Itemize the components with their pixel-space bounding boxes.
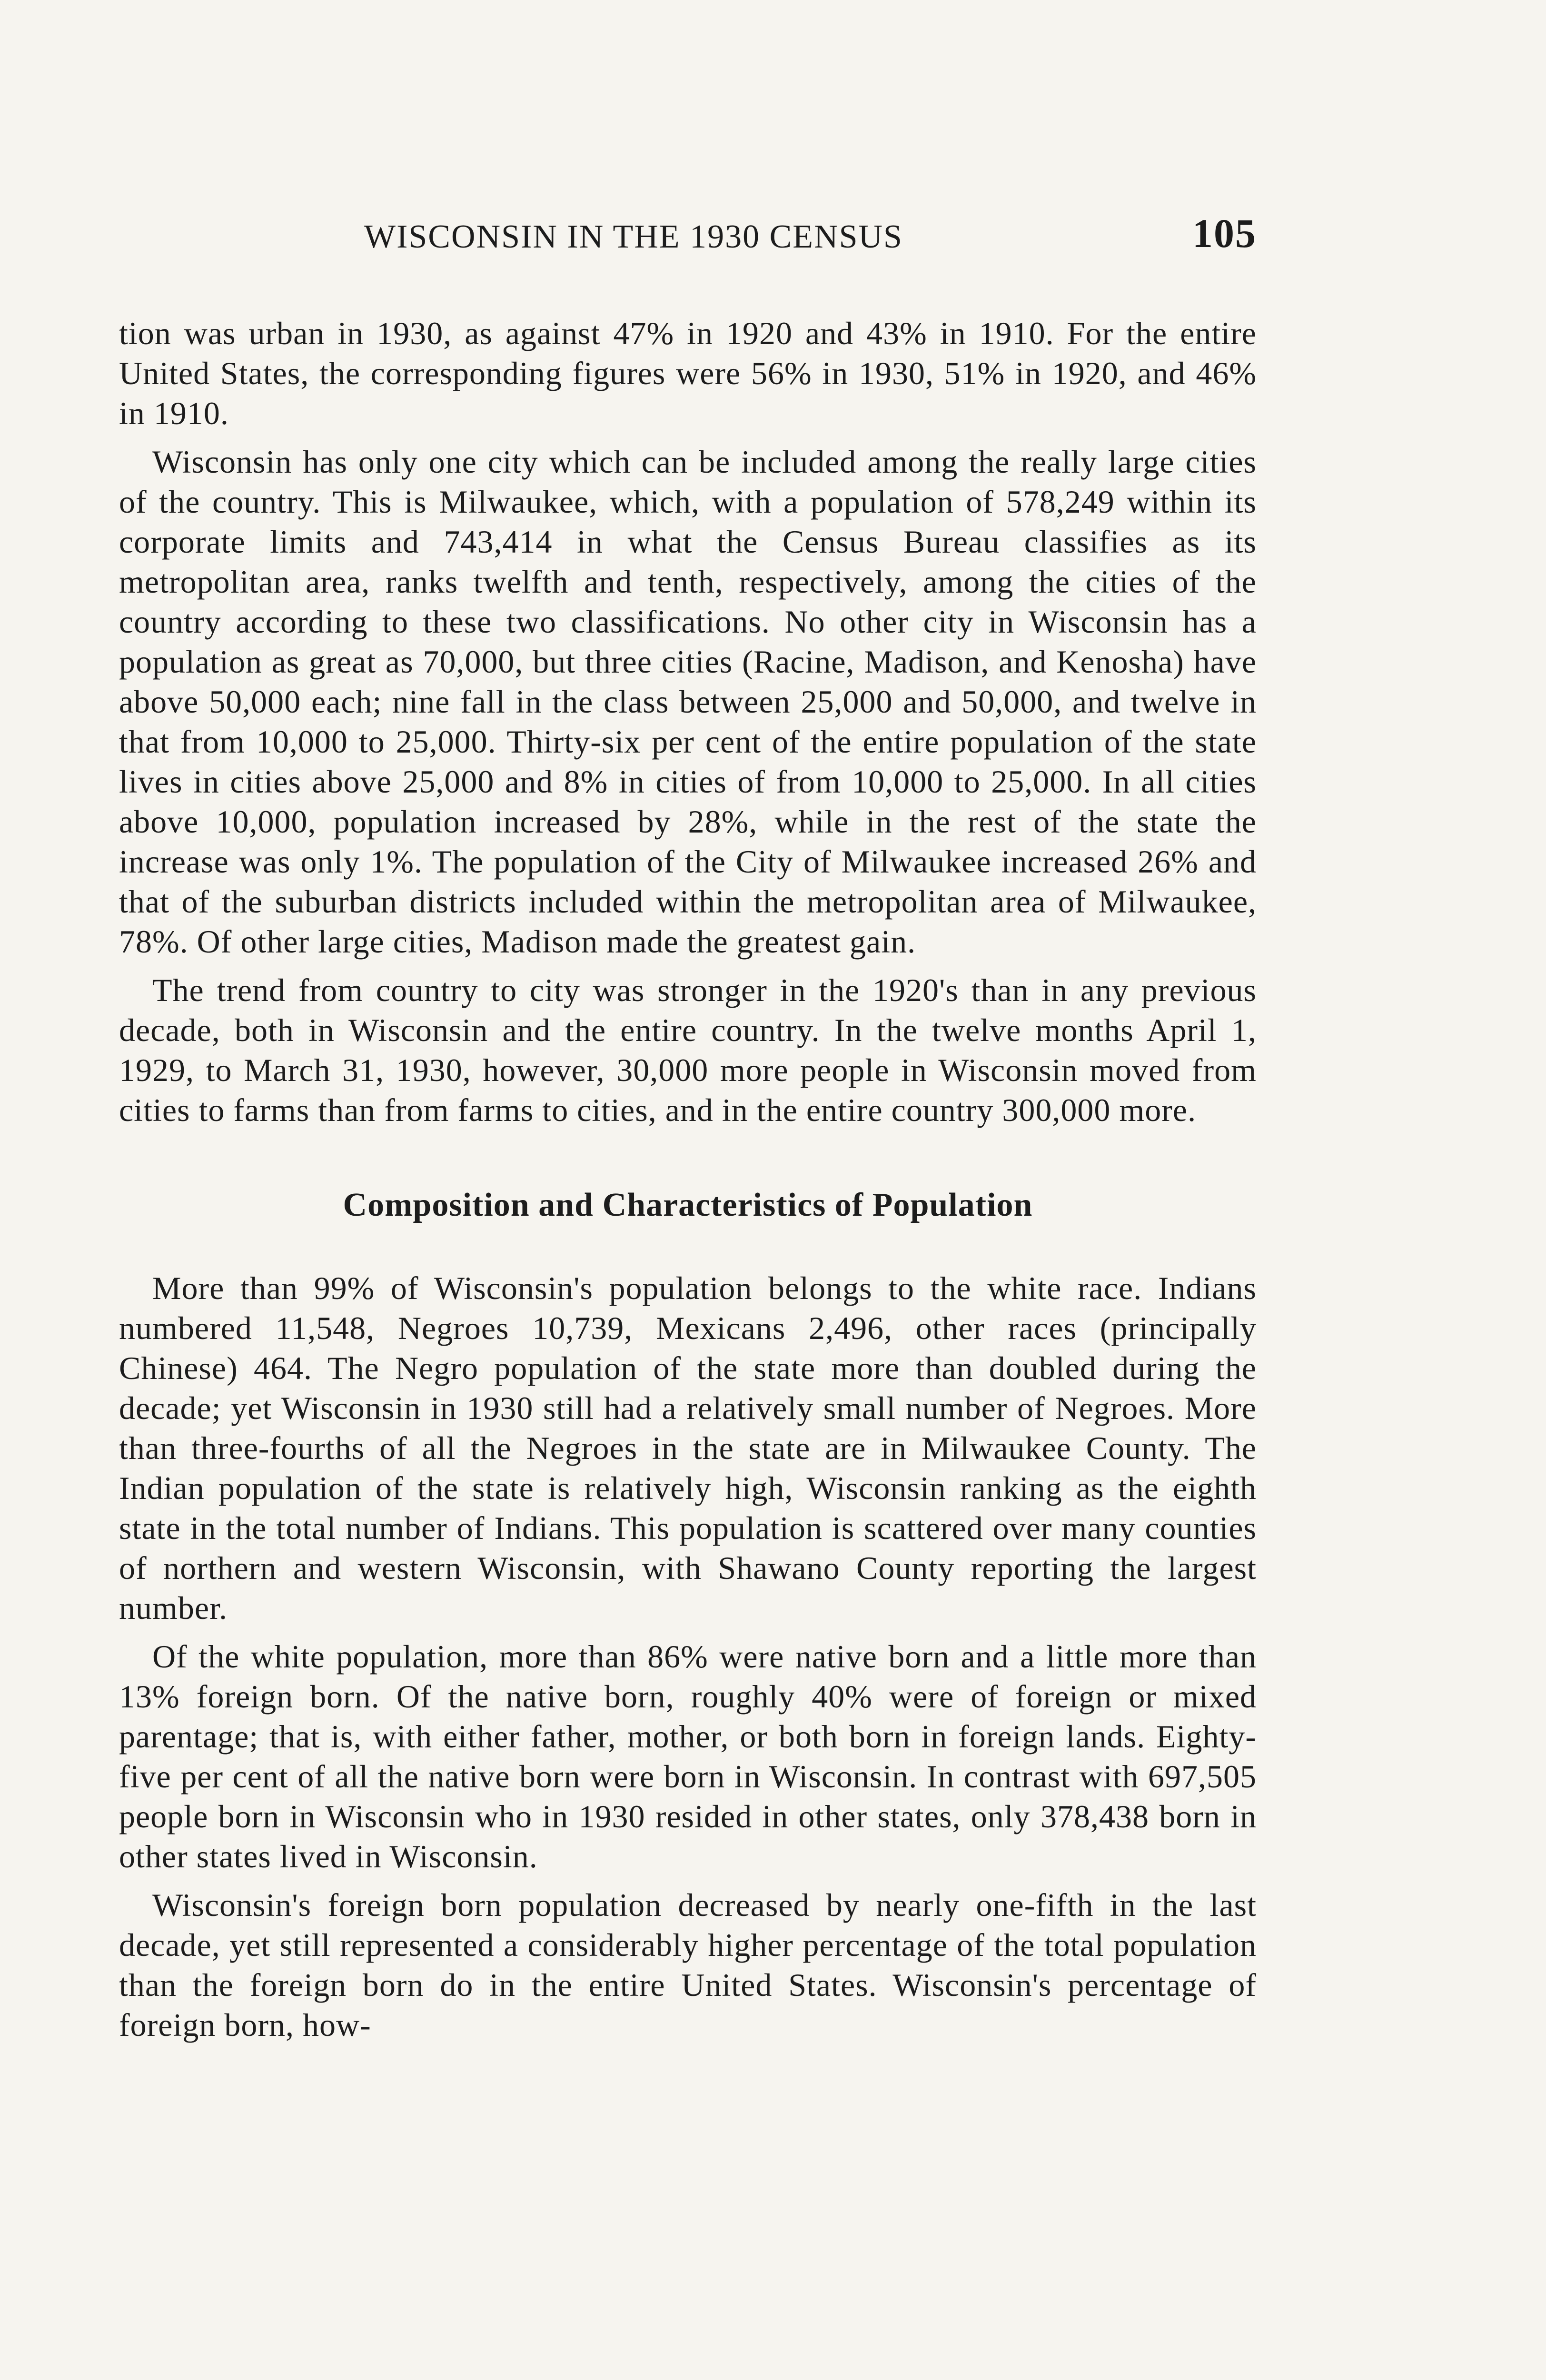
running-title: WISCONSIN IN THE 1930 CENSUS <box>364 218 903 255</box>
paragraph-continued: tion was urban in 1930, as against 47% in 1920 and 43% in 1910. For the entire United States, the corresponding figures were 56% in 1930, 51% in 1920, and 46% in 1910. <box>119 315 1257 431</box>
paragraph-white-population: Of the white population, more than 86% were native born and a little more than 13% foreign born. Of the native born, roughly 40% were of foreign or mixed parentage; that is, with either father, mother, or both born in foreign lands. Eighty-five per cent of all the native born were born in Wisconsin. In contrast with 697,505 people born in Wisconsin who in 1930 resided in other states, only 378,438 born in other states lived in Wisconsin. <box>119 1638 1257 1874</box>
paragraph-race: More than 99% of Wisconsin's population belongs to the white race. Indians numbered 11,548, Negroes 10,739, Mexicans 2,496, other races (principally Chinese) 464. The Negro population of the state more than doubled during the decade; yet Wisconsin in 1930 still had a relatively small number of Negroes. More than three-fourths of all the Negroes in the state are in Milwaukee County. The Indian population of the state is relatively high, Wisconsin ranking as the eighth state in the total number of Indians. This population is scattered over many counties of northern and western Wisconsin, with Shawano County reporting the largest number. <box>119 1270 1257 1626</box>
page-number: 105 <box>1192 210 1257 256</box>
running-head <box>119 209 1257 262</box>
paragraph-large-cities: Wisconsin has only one city which can be included among the really large cities of the country. This is Milwaukee, which, with a population of 578,249 within its corporate limits and 743,414 in what the Census Bureau classifies as its metropolitan area, ranks twelfth and tenth, respectively, among the cities of the country according to these two classifications. No other city in Wisconsin has a population as great as 70,000, but three cities (Racine, Madison, and Kenosha) have above 50,000 each; nine fall in the class between 25,000 and 50,000, and twelve in that from 10,000 to 25,000. Thirty-six per cent of the entire population of the state lives in cities above 25,000 and 8% in cities of from 10,000 to 25,000. In all cities above 10,000, population increased by 28%, while in the rest of the state the increase was only 1%. The population of the City of Milwaukee increased 26% and that of the suburban districts included within the metropolitan area of Milwaukee, 78%. Of other large cities, Madison made the greatest gain. <box>119 444 1257 960</box>
paragraph-urban-trend: The trend from country to city was stronger in the 1920's than in any previous decade, both in Wisconsin and the entire country. In the twelve months April 1, 1929, to March 31, 1930, however, 30,000 more people in Wisconsin moved from cities to farms than from farms to cities, and in the entire country 300,000 more. <box>119 972 1257 1128</box>
paragraph-foreign-born: Wisconsin's foreign born population decreased by nearly one-fifth in the last decade, yet still represented a considerably higher percentage of the total population than the foreign born do in the entire United States. Wisconsin's percentage of foreign born, how- <box>119 1887 1257 2043</box>
section-heading: Composition and Characteristics of Population <box>343 1187 1033 1223</box>
book-page <box>119 209 1257 2053</box>
